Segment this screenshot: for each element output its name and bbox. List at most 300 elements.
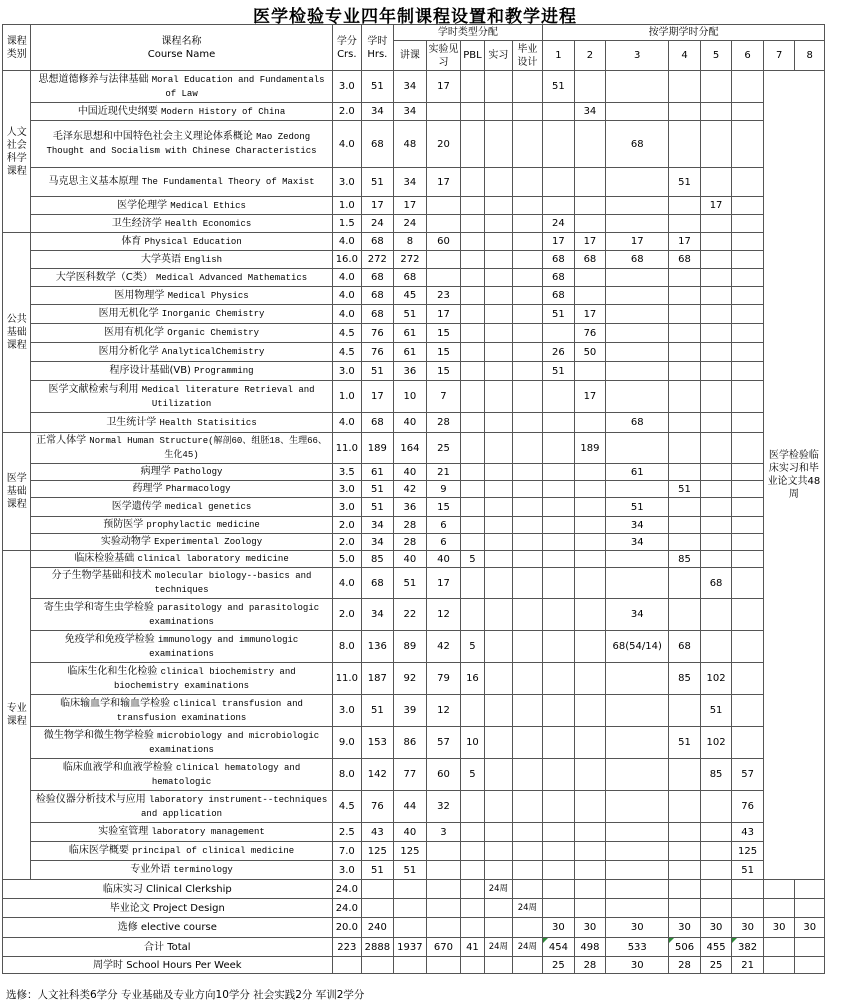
- pbl-hours: [460, 517, 484, 534]
- credits-value: 3.5: [332, 464, 362, 481]
- internship-value: [485, 599, 512, 631]
- semester-2-hours: [574, 269, 606, 287]
- lecture-hours: 51: [393, 861, 427, 880]
- practice-hours: 17: [427, 568, 461, 599]
- semester-1-hours: 68: [543, 287, 575, 305]
- semester-3-hours: [606, 663, 669, 695]
- practice-hours: 17: [427, 71, 461, 103]
- course-name-zh: 实验动物学: [100, 536, 151, 547]
- hours-value: 68: [362, 121, 394, 168]
- course-row: [3, 842, 825, 861]
- clinical-clerkship-s2: [574, 880, 606, 899]
- semester-6-hours: [732, 413, 764, 433]
- semester-6-hours: [732, 631, 764, 663]
- semester-3-hours: 17: [606, 233, 669, 251]
- header-course-name-en: Course Name: [147, 48, 216, 60]
- course-name-zh: 医学伦理学: [117, 199, 168, 211]
- semester-5-hours: [700, 233, 732, 251]
- internship-value: [485, 842, 512, 861]
- hours-value: 34: [362, 599, 394, 631]
- course-name-en: immunology and immunologic examinations: [149, 634, 299, 659]
- semester-6-hours: [732, 168, 764, 197]
- pbl-hours: [460, 433, 484, 464]
- weekly-pbl: [460, 957, 484, 974]
- hours-value: 272: [362, 251, 394, 269]
- semester-5-hours: 85: [700, 759, 732, 791]
- hours-value: 68: [362, 413, 394, 433]
- elective-lab: [427, 918, 461, 938]
- semester-2-hours: 50: [574, 343, 606, 362]
- lecture-hours: 51: [393, 568, 427, 599]
- elective-s8: 30: [795, 918, 825, 938]
- semester-3-hours: 51: [606, 498, 669, 517]
- course-name-en: Inorganic Chemistry: [161, 309, 265, 319]
- practice-hours: 15: [427, 362, 461, 381]
- header-pbl: PBL: [460, 41, 484, 71]
- thesis-value: [512, 269, 543, 287]
- semester-3-hours: [606, 362, 669, 381]
- semester-5-hours: 68: [700, 568, 732, 599]
- pbl-hours: 5: [460, 631, 484, 663]
- credits-value: 4.0: [332, 287, 362, 305]
- semester-1-hours: [543, 599, 575, 631]
- header-credits-zh: 学分: [336, 35, 357, 47]
- internship-value: [485, 121, 512, 168]
- lecture-hours: 22: [393, 599, 427, 631]
- course-row: [3, 663, 825, 695]
- semester-1-hours: [543, 551, 575, 568]
- header-semester-5: 5: [700, 41, 732, 71]
- course-name: [31, 305, 332, 324]
- pbl-hours: 16: [460, 663, 484, 695]
- pbl-hours: [460, 413, 484, 433]
- pbl-hours: 5: [460, 759, 484, 791]
- header-course-name-zh: 课程名称: [161, 35, 202, 47]
- thesis-value: [512, 233, 543, 251]
- semester-3-hours: 34: [606, 599, 669, 631]
- elective-s3: 30: [606, 918, 669, 938]
- practice-hours: 60: [427, 233, 461, 251]
- semester-6-hours: [732, 197, 764, 215]
- semester-3-hours: 68: [606, 413, 669, 433]
- internship-value: [485, 568, 512, 599]
- total-s5: 455: [700, 938, 732, 957]
- semester-4-hours: 68: [669, 251, 701, 269]
- semester-6-hours: 57: [732, 759, 764, 791]
- pbl-hours: [460, 121, 484, 168]
- semester-4-hours: [669, 433, 701, 464]
- pbl-hours: [460, 534, 484, 551]
- weekly-s3: 30: [606, 957, 669, 974]
- course-category: 公共基础课程: [3, 233, 31, 433]
- hours-value: 51: [362, 498, 394, 517]
- semester-6-hours: 76: [732, 791, 764, 823]
- weekly-lab: [427, 957, 461, 974]
- practice-hours: 60: [427, 759, 461, 791]
- semester-5-hours: [700, 464, 732, 481]
- course-row: [3, 599, 825, 631]
- thesis-value: [512, 517, 543, 534]
- semester-1-hours: [543, 631, 575, 663]
- header-semester-8: 8: [795, 41, 825, 71]
- lecture-hours: 77: [393, 759, 427, 791]
- semester-5-hours: [700, 861, 732, 880]
- practice-hours: 20: [427, 121, 461, 168]
- clinical-clerkship-hours: [362, 880, 394, 899]
- course-name: [31, 861, 332, 880]
- credits-value: 3.0: [332, 861, 362, 880]
- course-name-zh: 预防医学: [103, 519, 144, 530]
- curriculum-table: [2, 24, 825, 974]
- internship-value: [485, 861, 512, 880]
- elective-s5: 30: [700, 918, 732, 938]
- semester-3-hours: [606, 551, 669, 568]
- header-internship: 实习: [485, 41, 512, 71]
- semester-4-hours: [669, 381, 701, 413]
- semester-2-hours: [574, 481, 606, 498]
- course-name-zh: 临床输血学和输血学检验: [60, 697, 171, 709]
- semester-2-hours: 17: [574, 233, 606, 251]
- credits-value: 5.0: [332, 551, 362, 568]
- elective-internship: [485, 918, 512, 938]
- hours-value: 68: [362, 233, 394, 251]
- project-design-label: 毕业论文 Project Design: [3, 899, 333, 918]
- total-s7: [763, 938, 795, 957]
- internship-value: [485, 103, 512, 121]
- hours-value: 34: [362, 103, 394, 121]
- semester-3-hours: [606, 287, 669, 305]
- credits-value: 3.0: [332, 481, 362, 498]
- semester-4-hours: [669, 599, 701, 631]
- pbl-hours: [460, 269, 484, 287]
- semester-6-hours: [732, 71, 764, 103]
- semester-6-hours: [732, 695, 764, 727]
- semester-5-hours: 102: [700, 663, 732, 695]
- course-name: [31, 534, 332, 551]
- credits-value: 1.5: [332, 215, 362, 233]
- course-row: [3, 305, 825, 324]
- practice-hours: [427, 197, 461, 215]
- semester-4-hours: 51: [669, 481, 701, 498]
- course-name-zh: 医学遗传学: [111, 501, 162, 512]
- weekly-s6: 21: [732, 957, 764, 974]
- semester-1-hours: [543, 791, 575, 823]
- semester-5-hours: 17: [700, 197, 732, 215]
- weekly-credits: [332, 957, 362, 974]
- project-design-hours: [362, 899, 394, 918]
- internship-value: [485, 663, 512, 695]
- clinical-clerkship-lab: [427, 880, 461, 899]
- practice-hours: 17: [427, 168, 461, 197]
- course-row: [3, 464, 825, 481]
- semester-5-hours: [700, 287, 732, 305]
- project-design-internship: [485, 899, 512, 918]
- credits-value: 9.0: [332, 727, 362, 759]
- clinical-clerkship-s1: [543, 880, 575, 899]
- elective-label: 选修 elective course: [3, 918, 333, 938]
- semester-4-hours: [669, 287, 701, 305]
- project-design-s5: [700, 899, 732, 918]
- semester-6-hours: [732, 362, 764, 381]
- semester-5-hours: [700, 481, 732, 498]
- semester-3-hours: [606, 324, 669, 343]
- hours-value: 51: [362, 168, 394, 197]
- semester-2-hours: [574, 695, 606, 727]
- semester-6-hours: [732, 599, 764, 631]
- lecture-hours: 10: [393, 381, 427, 413]
- course-name: [31, 481, 332, 498]
- course-name-zh: 微生物学和微生物学检验: [43, 729, 154, 741]
- thesis-value: [512, 381, 543, 413]
- practice-hours: 25: [427, 433, 461, 464]
- course-name-en: laboratory instrument--techniques and application: [141, 794, 328, 819]
- semester-4-hours: [669, 823, 701, 842]
- header-hours-zh: 学时: [367, 35, 388, 47]
- pbl-hours: [460, 381, 484, 413]
- semester-1-hours: [543, 168, 575, 197]
- clinical-clerkship-lec: [393, 880, 427, 899]
- course-name-en: principal of clinical medicine: [132, 846, 295, 856]
- thesis-value: [512, 413, 543, 433]
- hours-value: 34: [362, 517, 394, 534]
- practice-hours: [427, 861, 461, 880]
- course-name-en: Modern History of China: [161, 106, 286, 117]
- credits-value: 3.0: [332, 498, 362, 517]
- credits-value: 16.0: [332, 251, 362, 269]
- credits-value: 4.0: [332, 305, 362, 324]
- course-name-zh: 实验室管理: [98, 826, 149, 837]
- practice-hours: 42: [427, 631, 461, 663]
- project-design-s4: [669, 899, 701, 918]
- semester-2-hours: [574, 168, 606, 197]
- lecture-hours: 51: [393, 305, 427, 324]
- lecture-hours: 28: [393, 517, 427, 534]
- project-design-s7: [763, 899, 795, 918]
- semester-5-hours: [700, 534, 732, 551]
- lecture-hours: 92: [393, 663, 427, 695]
- practice-hours: 15: [427, 343, 461, 362]
- semester-6-hours: [732, 433, 764, 464]
- course-name: [31, 727, 332, 759]
- course-name-en: clinical transfusion and transfusion examinations: [116, 698, 303, 723]
- header-type-group: 学时类型分配: [393, 25, 543, 41]
- pbl-hours: [460, 287, 484, 305]
- hours-value: 61: [362, 464, 394, 481]
- semester-5-hours: [700, 517, 732, 534]
- semester-6-hours: [732, 103, 764, 121]
- semester-5-hours: [700, 215, 732, 233]
- course-name-en: Health Statisitics: [159, 417, 257, 428]
- course-name: [31, 759, 332, 791]
- hours-value: 43: [362, 823, 394, 842]
- internship-value: [485, 413, 512, 433]
- internship-value: [485, 534, 512, 551]
- internship-value: [485, 305, 512, 324]
- internship-value: [485, 197, 512, 215]
- project-design-lec: [393, 899, 427, 918]
- credits-value: 8.0: [332, 631, 362, 663]
- weekly-s1: 25: [543, 957, 575, 974]
- course-name: [31, 168, 332, 197]
- internship-value: [485, 343, 512, 362]
- semester-2-hours: [574, 842, 606, 861]
- semester-5-hours: [700, 343, 732, 362]
- credits-value: 4.0: [332, 121, 362, 168]
- course-name-zh: 医用无机化学: [98, 308, 159, 319]
- hours-value: 51: [362, 695, 394, 727]
- course-row: [3, 287, 825, 305]
- course-name-en: Moral Education and Fundamentals of Law: [151, 74, 325, 99]
- semester-3-hours: 68: [606, 251, 669, 269]
- course-name-en: AnalyticalChemistry: [161, 347, 265, 357]
- practice-hours: [427, 269, 461, 287]
- pbl-hours: 10: [460, 727, 484, 759]
- semester-3-hours: [606, 759, 669, 791]
- elective-pbl: [460, 918, 484, 938]
- course-name-zh: 病理学: [140, 466, 171, 477]
- clinical-clerkship-thesis: [512, 880, 543, 899]
- elective-s1: 30: [543, 918, 575, 938]
- course-name-zh: 马克思主义基本原理: [48, 176, 139, 187]
- hours-value: 153: [362, 727, 394, 759]
- semester-4-hours: [669, 695, 701, 727]
- semester-2-hours: [574, 498, 606, 517]
- semester-5-hours: 102: [700, 727, 732, 759]
- thesis-value: [512, 103, 543, 121]
- semester-1-hours: 68: [543, 251, 575, 269]
- total-row: [3, 938, 825, 957]
- semester-1-hours: 26: [543, 343, 575, 362]
- semester-6-hours: [732, 269, 764, 287]
- semester-1-hours: 68: [543, 269, 575, 287]
- thesis-value: [512, 71, 543, 103]
- credits-value: 7.0: [332, 842, 362, 861]
- course-name: [31, 287, 332, 305]
- internship-value: [485, 631, 512, 663]
- project-design-s8: [795, 899, 825, 918]
- thesis-value: [512, 287, 543, 305]
- practice-hours: 40: [427, 551, 461, 568]
- hours-value: 125: [362, 842, 394, 861]
- header-semester-group: 按学期学时分配: [543, 25, 825, 41]
- elective-hours: 240: [362, 918, 394, 938]
- semester-4-hours: [669, 842, 701, 861]
- header-semester-6: 6: [732, 41, 764, 71]
- practice-hours: 79: [427, 663, 461, 695]
- course-name: [31, 251, 332, 269]
- semester-1-hours: [543, 121, 575, 168]
- lecture-hours: 40: [393, 823, 427, 842]
- semester-5-hours: [700, 305, 732, 324]
- semester-4-hours: [669, 103, 701, 121]
- credits-value: 4.0: [332, 568, 362, 599]
- practice-hours: 12: [427, 695, 461, 727]
- credits-value: 4.5: [332, 791, 362, 823]
- course-name: [31, 464, 332, 481]
- semester-2-hours: [574, 791, 606, 823]
- credits-value: 2.0: [332, 599, 362, 631]
- course-name-zh: 正常人体学: [36, 435, 87, 446]
- semester-6-hours: [732, 324, 764, 343]
- course-name-en: The Fundamental Theory of Maxist: [141, 177, 315, 187]
- pbl-hours: [460, 481, 484, 498]
- clinical-clerkship-row: [3, 880, 825, 899]
- semester-6-hours: [732, 121, 764, 168]
- weekly-internship: [485, 957, 512, 974]
- credits-value: 4.5: [332, 343, 362, 362]
- semester-2-hours: [574, 663, 606, 695]
- course-name-en: parasitology and parasitologic examinations: [149, 602, 320, 627]
- credits-value: 2.0: [332, 534, 362, 551]
- course-row: [3, 251, 825, 269]
- course-name: [31, 517, 332, 534]
- hours-value: 76: [362, 343, 394, 362]
- header-hours: [362, 25, 394, 71]
- header-semester-2: 2: [574, 41, 606, 71]
- project-design-s6: [732, 899, 764, 918]
- pbl-hours: [460, 498, 484, 517]
- semester-4-hours: [669, 759, 701, 791]
- pbl-hours: [460, 599, 484, 631]
- course-name-en: molecular biology--basics and techniques: [154, 571, 312, 595]
- credits-value: 11.0: [332, 433, 362, 464]
- course-row: [3, 791, 825, 823]
- internship-value: [485, 517, 512, 534]
- course-name: [31, 103, 332, 121]
- course-category: 医学基础课程: [3, 433, 31, 551]
- internship-value: [485, 215, 512, 233]
- semester-4-hours: [669, 324, 701, 343]
- course-category: 人文社会科学课程: [3, 71, 31, 233]
- semester-2-hours: [574, 727, 606, 759]
- semester-3-hours: [606, 727, 669, 759]
- course-name: [31, 842, 332, 861]
- pbl-hours: [460, 842, 484, 861]
- lecture-hours: 36: [393, 362, 427, 381]
- header-thesis: 毕业设计: [512, 41, 543, 71]
- course-name: [31, 695, 332, 727]
- practice-hours: 9: [427, 481, 461, 498]
- semester-3-hours: 68(54/14): [606, 631, 669, 663]
- semester-5-hours: [700, 551, 732, 568]
- semester-5-hours: [700, 631, 732, 663]
- pbl-hours: [460, 71, 484, 103]
- course-name: [31, 433, 332, 464]
- internship-value: [485, 498, 512, 517]
- semester-1-hours: [543, 861, 575, 880]
- practice-hours: 7: [427, 381, 461, 413]
- lecture-hours: 34: [393, 71, 427, 103]
- course-name-zh: 专业外语: [130, 864, 171, 875]
- clinical-clerkship-s4: [669, 880, 701, 899]
- course-name-en: Medical Advanced Mathematics: [155, 272, 308, 283]
- semester-3-hours: [606, 568, 669, 599]
- course-row: [3, 727, 825, 759]
- weekly-s2: 28: [574, 957, 606, 974]
- weekly-hours: [362, 957, 394, 974]
- lecture-hours: 40: [393, 464, 427, 481]
- project-design-credits: 24.0: [332, 899, 362, 918]
- clinical-clerkship-s6: [732, 880, 764, 899]
- semester-1-hours: [543, 197, 575, 215]
- semester-2-hours: [574, 362, 606, 381]
- lecture-hours: 17: [393, 197, 427, 215]
- internship-value: [485, 233, 512, 251]
- course-name-zh: 医用有机化学: [104, 327, 165, 338]
- header-semester-3: 3: [606, 41, 669, 71]
- internship-value: [485, 269, 512, 287]
- course-name-en: Mao Zedong Thought and Socialism with Chinese Characteristics: [46, 132, 317, 156]
